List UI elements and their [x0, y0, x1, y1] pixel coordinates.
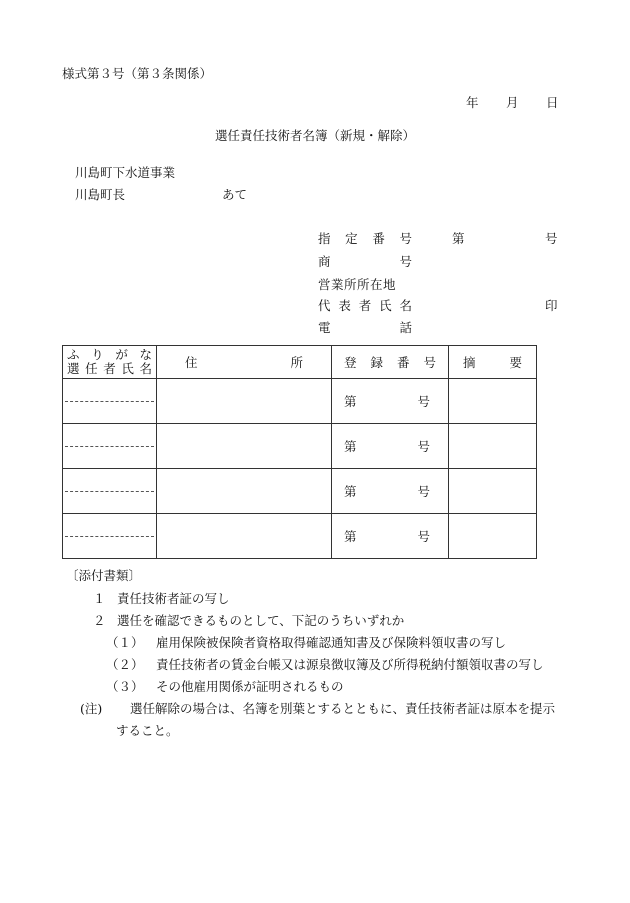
- registration-number-cell[interactable]: 第 号: [332, 514, 449, 559]
- form-id: 様式第３号（第３条関係）: [62, 66, 213, 81]
- header-name: [63, 346, 157, 379]
- designation-number-label: 指 定 番 号: [318, 231, 412, 246]
- date-day-label: 日: [546, 95, 559, 110]
- address-cell[interactable]: [157, 514, 332, 559]
- remarks-cell[interactable]: [449, 379, 537, 424]
- header-technician-name: 選 任 者 氏 名: [67, 361, 152, 376]
- attachment-subitem-text: その他雇用関係が証明されるもの: [156, 679, 344, 694]
- addressee-ate: あて: [222, 187, 248, 202]
- registration-number-cell[interactable]: 第 号: [332, 379, 449, 424]
- header-address: 住 所: [157, 346, 332, 379]
- designation-prefix: 第: [452, 231, 465, 246]
- attachment-item-text: 選任を確認できるものとして、下記のうちいずれか: [117, 613, 405, 628]
- attachment-item-num: ２: [93, 613, 106, 628]
- attachment-subitem-num: （２）: [106, 657, 144, 672]
- phone-label: 電 話: [318, 320, 412, 335]
- remarks-cell[interactable]: [449, 424, 537, 469]
- attachment-item-num: １: [93, 591, 106, 606]
- attachment-item-text: 責任技術者証の写し: [117, 591, 230, 606]
- note-text-line1: 選任解除の場合は、名簿を別葉とするとともに、責任技術者証は原本を提示: [130, 701, 556, 716]
- name-cell[interactable]: [63, 379, 157, 424]
- table-row: [63, 424, 537, 469]
- page-title: 選任責任技術者名簿（新規・解除）: [215, 128, 416, 143]
- table-row: [63, 514, 537, 559]
- name-cell[interactable]: [63, 514, 157, 559]
- office-address-label: 営業所所在地: [318, 277, 397, 292]
- address-cell[interactable]: [157, 469, 332, 514]
- header-registration-number: 登 録 番 号: [332, 346, 449, 379]
- date-month-label: 月: [506, 95, 519, 110]
- name-cell[interactable]: [63, 424, 157, 469]
- designation-suffix: 号: [545, 231, 558, 246]
- remarks-cell[interactable]: [449, 514, 537, 559]
- attachment-subitem-num: （１）: [106, 635, 144, 650]
- trade-name-label: 商 号: [318, 254, 412, 269]
- table-row: [63, 469, 537, 514]
- attachment-subitem-text: 雇用保険被保険者資格取得確認通知書及び保険料領収書の写し: [156, 635, 507, 650]
- attachment-subitem-text: 責任技術者の賃金台帳又は源泉徴収簿及び所得税納付額領収書の写し: [156, 657, 544, 672]
- technician-table: [62, 345, 537, 559]
- address-cell[interactable]: [157, 424, 332, 469]
- seal-mark: 印: [545, 298, 558, 313]
- attachments-heading: 〔添付書類〕: [66, 568, 142, 583]
- name-cell[interactable]: [63, 469, 157, 514]
- header-remarks: 摘 要: [449, 346, 537, 379]
- addressee-mayor: 川島町長: [75, 187, 126, 202]
- note-label: (注): [80, 701, 103, 716]
- address-cell[interactable]: [157, 379, 332, 424]
- table-row: [63, 379, 537, 424]
- header-furigana: ふ り が な: [67, 347, 152, 362]
- date-year-label: 年: [466, 95, 479, 110]
- registration-number-cell[interactable]: 第 号: [332, 469, 449, 514]
- attachment-subitem-num: （３）: [106, 679, 144, 694]
- registration-number-cell[interactable]: 第 号: [332, 424, 449, 469]
- representative-name-label: 代 表 者 氏 名: [318, 298, 412, 313]
- note-text-line2: すること。: [116, 723, 179, 738]
- remarks-cell[interactable]: [449, 469, 537, 514]
- table-header-row: [63, 346, 537, 379]
- addressee-org: 川島町下水道事業: [75, 165, 176, 180]
